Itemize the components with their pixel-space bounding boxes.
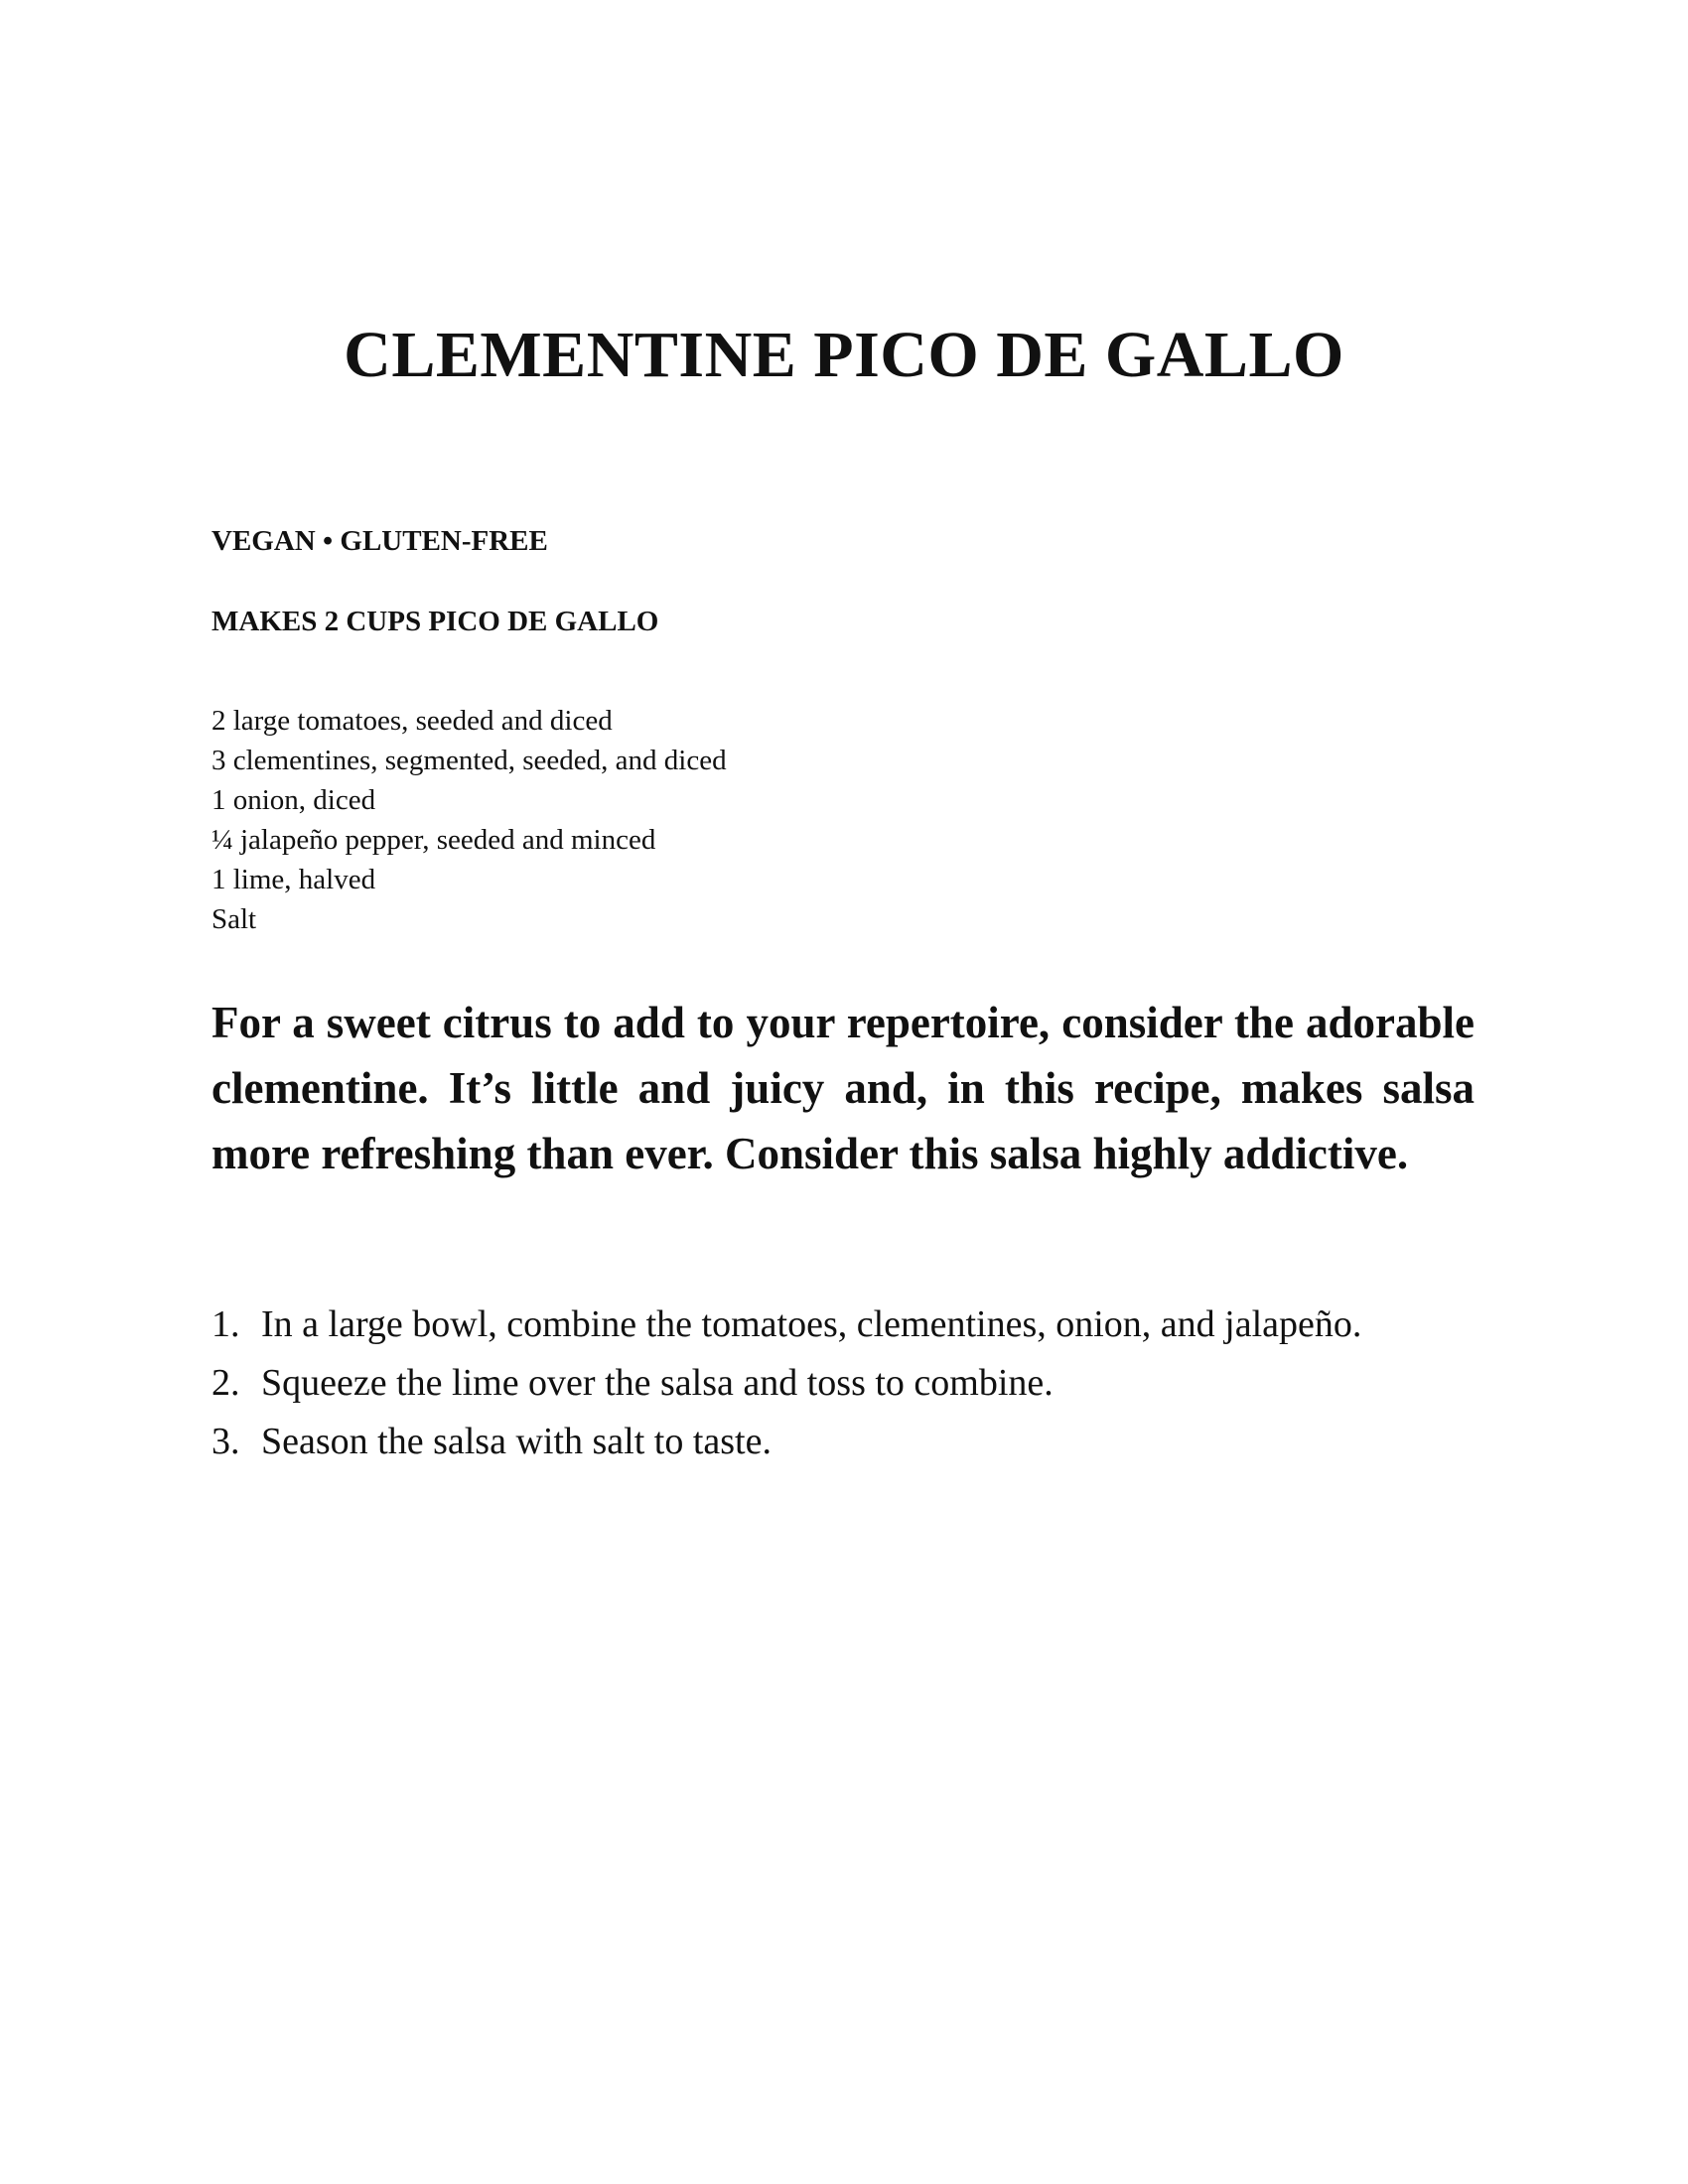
diet-tags: VEGAN • GLUTEN-FREE bbox=[211, 525, 548, 557]
step-text: Season the salsa with salt to taste. bbox=[261, 1421, 772, 1462]
step-number: 3. bbox=[211, 1421, 240, 1462]
ingredient-item: ¼ jalapeño pepper, seeded and minced bbox=[211, 824, 656, 856]
step-number: 1. bbox=[211, 1303, 240, 1345]
recipe-intro: For a sweet citrus to add to your repertoire, consider the adorable clementine. It’s little and juicy and, in this recipe, makes salsa more refreshing than ever. Consider this salsa highly addictive. bbox=[211, 998, 1475, 1178]
ingredient-item: 1 lime, halved bbox=[211, 864, 376, 895]
ingredient-item: 3 clementines, segmented, seeded, and diced bbox=[211, 745, 727, 776]
instruction-step bbox=[211, 1413, 1403, 1471]
recipe-yield: MAKES 2 CUPS PICO DE GALLO bbox=[211, 606, 659, 637]
ingredients-list bbox=[211, 701, 727, 939]
ingredient-item: Salt bbox=[211, 903, 257, 935]
ingredient-item: 1 onion, diced bbox=[211, 784, 376, 816]
recipe-title: CLEMENTINE PICO DE GALLO bbox=[344, 319, 1344, 391]
instruction-step bbox=[211, 1354, 1403, 1413]
ingredient-item: 2 large tomatoes, seeded and diced bbox=[211, 705, 613, 737]
step-text: Squeeze the lime over the salsa and toss to combine. bbox=[261, 1362, 1054, 1404]
instructions-list bbox=[211, 1296, 1403, 1471]
step-number: 2. bbox=[211, 1362, 240, 1404]
instruction-step bbox=[211, 1296, 1403, 1354]
step-text: In a large bowl, combine the tomatoes, clementines, onion, and jalapeño. bbox=[261, 1303, 1362, 1345]
